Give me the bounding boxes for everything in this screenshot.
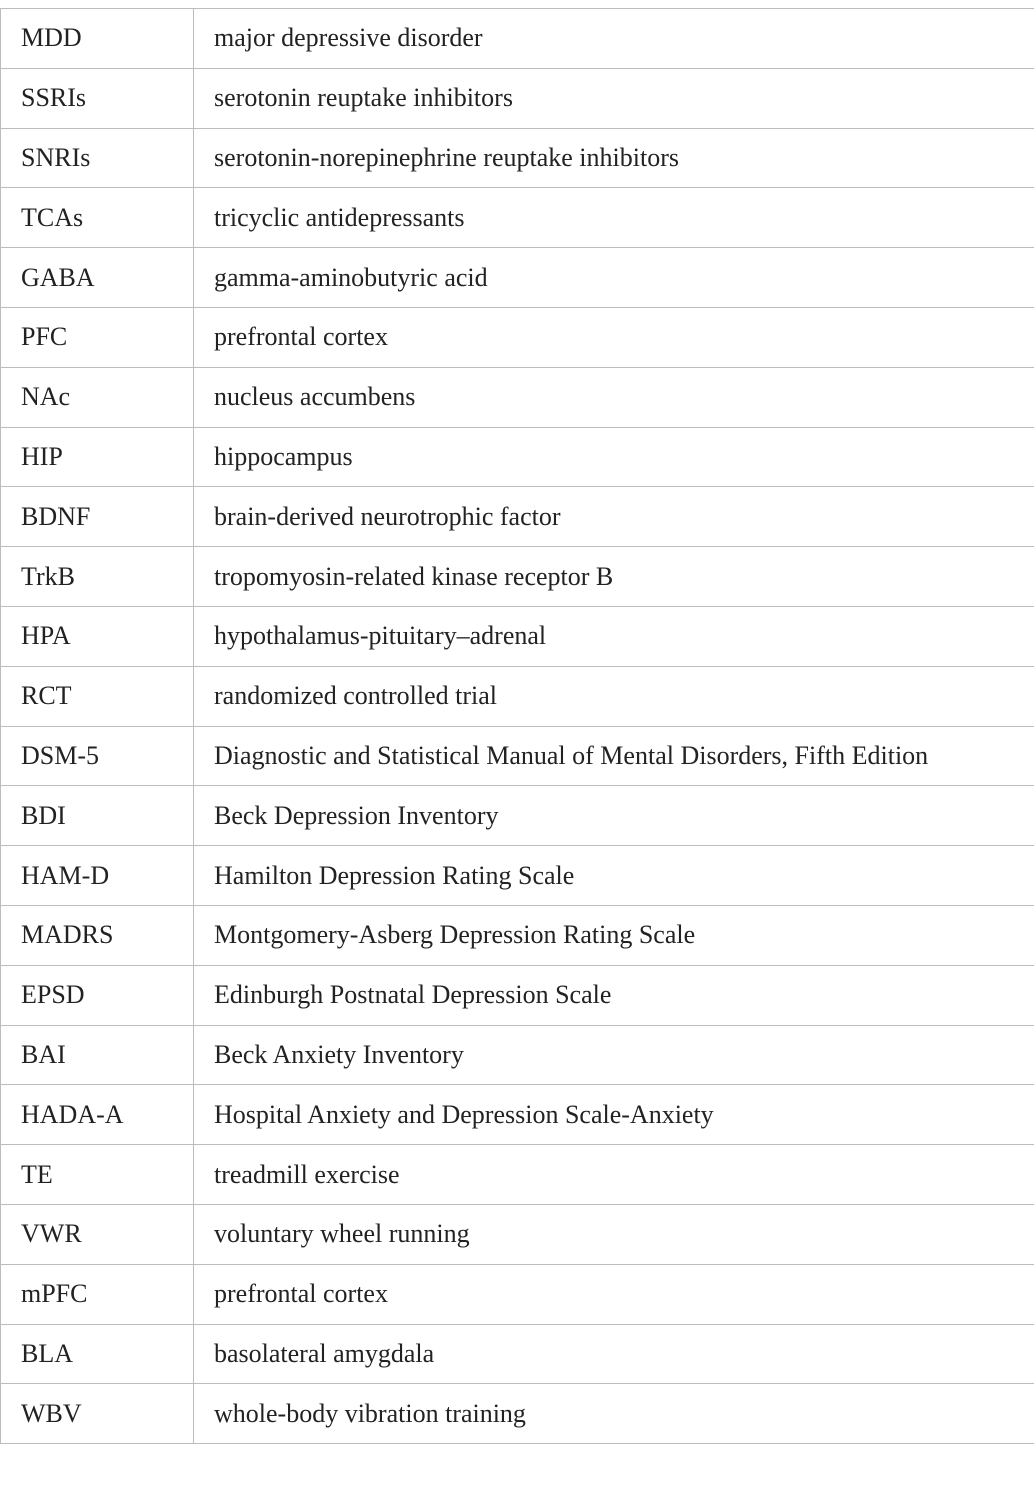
abbreviation-cell: HPA xyxy=(1,606,194,666)
table-row xyxy=(1,606,1034,666)
definition-cell: serotonin reuptake inhibitors xyxy=(194,68,1034,128)
abbreviation-cell: DSM-5 xyxy=(1,726,194,786)
table-row xyxy=(1,1384,1034,1444)
table-row xyxy=(1,9,1034,69)
table-row xyxy=(1,1145,1034,1205)
table-row xyxy=(1,846,1034,906)
definition-cell: serotonin-norepinephrine reuptake inhibitors xyxy=(194,128,1034,188)
table-row xyxy=(1,1025,1034,1085)
definition-cell: tricyclic antidepressants xyxy=(194,188,1034,248)
table-row xyxy=(1,905,1034,965)
abbreviation-cell: BDI xyxy=(1,786,194,846)
definition-cell: voluntary wheel running xyxy=(194,1204,1034,1264)
definition-cell: Hamilton Depression Rating Scale xyxy=(194,846,1034,906)
abbreviations-table-body xyxy=(1,9,1034,1444)
definition-cell: gamma-aminobutyric acid xyxy=(194,248,1034,308)
abbreviation-cell: BDNF xyxy=(1,487,194,547)
definition-cell: randomized controlled trial xyxy=(194,666,1034,726)
definition-cell: Beck Depression Inventory xyxy=(194,786,1034,846)
abbreviation-cell: HIP xyxy=(1,427,194,487)
definition-cell: prefrontal cortex xyxy=(194,1264,1034,1324)
abbreviation-cell: TE xyxy=(1,1145,194,1205)
abbreviation-cell: mPFC xyxy=(1,1264,194,1324)
abbreviation-cell: HADA-A xyxy=(1,1085,194,1145)
definition-cell: basolateral amygdala xyxy=(194,1324,1034,1384)
table-row xyxy=(1,128,1034,188)
table-row xyxy=(1,726,1034,786)
abbreviation-cell: VWR xyxy=(1,1204,194,1264)
definition-cell: prefrontal cortex xyxy=(194,307,1034,367)
abbreviation-cell: TrkB xyxy=(1,547,194,607)
table-row xyxy=(1,1085,1034,1145)
definition-cell: Montgomery-Asberg Depression Rating Scale xyxy=(194,905,1034,965)
table-row xyxy=(1,68,1034,128)
table-row xyxy=(1,547,1034,607)
abbreviation-cell: SNRIs xyxy=(1,128,194,188)
table-row xyxy=(1,1324,1034,1384)
definition-cell: hypothalamus-pituitary–adrenal xyxy=(194,606,1034,666)
table-row xyxy=(1,487,1034,547)
definition-cell: major depressive disorder xyxy=(194,9,1034,69)
table-row xyxy=(1,367,1034,427)
abbreviation-cell: SSRIs xyxy=(1,68,194,128)
abbreviation-cell: BLA xyxy=(1,1324,194,1384)
table-row xyxy=(1,786,1034,846)
table-row xyxy=(1,427,1034,487)
definition-cell: Beck Anxiety Inventory xyxy=(194,1025,1034,1085)
abbreviation-cell: WBV xyxy=(1,1384,194,1444)
table-row xyxy=(1,965,1034,1025)
abbreviations-table xyxy=(0,8,1034,1444)
definition-cell: Hospital Anxiety and Depression Scale-Anxiety xyxy=(194,1085,1034,1145)
abbreviation-cell: GABA xyxy=(1,248,194,308)
definition-cell: Edinburgh Postnatal Depression Scale xyxy=(194,965,1034,1025)
definition-cell: Diagnostic and Statistical Manual of Mental Disorders, Fifth Edition xyxy=(194,726,1034,786)
abbreviation-cell: NAc xyxy=(1,367,194,427)
abbreviation-cell: PFC xyxy=(1,307,194,367)
definition-cell: nucleus accumbens xyxy=(194,367,1034,427)
table-row xyxy=(1,1204,1034,1264)
table-row xyxy=(1,666,1034,726)
table-row xyxy=(1,188,1034,248)
abbreviation-cell: MADRS xyxy=(1,905,194,965)
table-row xyxy=(1,307,1034,367)
table-row xyxy=(1,248,1034,308)
definition-cell: hippocampus xyxy=(194,427,1034,487)
abbreviation-cell: TCAs xyxy=(1,188,194,248)
abbreviation-cell: BAI xyxy=(1,1025,194,1085)
definition-cell: whole-body vibration training xyxy=(194,1384,1034,1444)
abbreviation-cell: MDD xyxy=(1,9,194,69)
abbreviation-cell: HAM-D xyxy=(1,846,194,906)
abbreviation-cell: RCT xyxy=(1,666,194,726)
definition-cell: tropomyosin-related kinase receptor B xyxy=(194,547,1034,607)
abbreviation-cell: EPSD xyxy=(1,965,194,1025)
definition-cell: treadmill exercise xyxy=(194,1145,1034,1205)
definition-cell: brain-derived neurotrophic factor xyxy=(194,487,1034,547)
table-row xyxy=(1,1264,1034,1324)
